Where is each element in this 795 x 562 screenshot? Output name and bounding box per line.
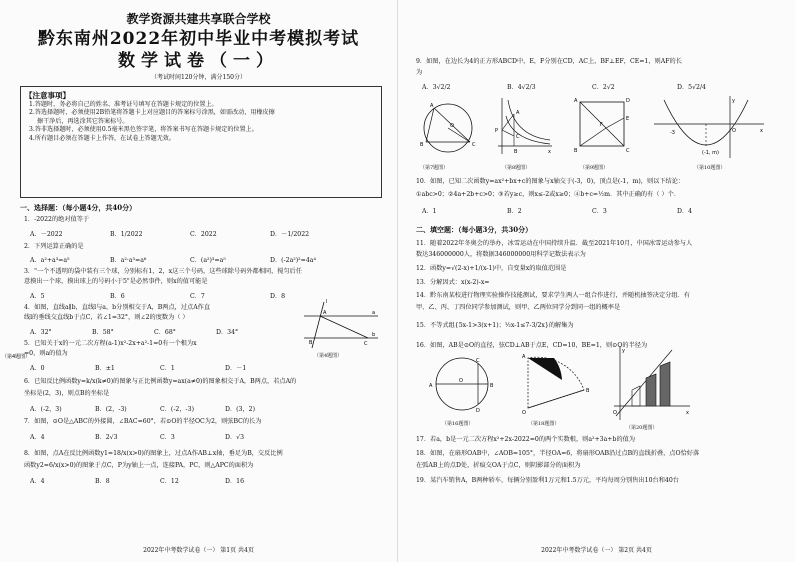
exam-title: 黔东南州2022年初中毕业中考模拟考试	[37, 29, 360, 49]
svg-text:B: B	[309, 340, 313, 346]
figure-20	[610, 344, 692, 424]
question-4-line2: 线l的垂线交直线b于点C，若∠1=32°，则∠2的度数为（ ）	[24, 314, 189, 321]
svg-text:B: B	[586, 388, 590, 394]
option: D．－1/2022	[270, 231, 310, 238]
figure-9	[572, 96, 632, 160]
option: B．8	[95, 478, 110, 485]
figure-10	[650, 94, 768, 160]
notice-line: 擦干净后，再选涂其它答案标号。	[37, 117, 129, 125]
svg-text:A: A	[522, 354, 526, 360]
notice-line: 4.所有题目必须在答题卡上作答，在试卷上答题无效。	[29, 134, 175, 142]
question-9-line2: 为	[416, 69, 423, 76]
option: C．1	[160, 365, 175, 372]
question-5-line2: =0，则a的值为	[24, 350, 68, 357]
svg-text:O: O	[450, 123, 454, 129]
q1-options	[30, 229, 350, 238]
question-16: 16．如图，AB是⊙O的直径，弦CD⊥AB于点E，CD=10，BE=1，则⊙O的半径为	[416, 342, 648, 349]
svg-text:O: O	[613, 410, 617, 416]
q2-options	[30, 255, 350, 264]
question-6-line2: 坐标是(2，3)，则点B的坐标是	[24, 390, 110, 397]
option: C．(a²)³=a⁵	[190, 257, 226, 264]
question-10-line2: ①abc>0；②4a+2b+c>0；③若y≥c，则x≤-2或x≥0；④b+c=½m．其中正确的有（ ）个．	[416, 191, 681, 198]
footer-right: 2022年中考数学试卷（一） 第2页 共4页	[541, 547, 652, 554]
option: C．(-2，-3)	[160, 406, 194, 413]
option: B．±1	[95, 365, 115, 372]
option: B．1/2022	[110, 231, 143, 238]
q3-options	[30, 291, 350, 300]
svg-text:y: y	[732, 98, 735, 104]
svg-text:E: E	[626, 116, 630, 122]
option: A．5	[30, 293, 45, 300]
svg-text:-3: -3	[670, 130, 675, 136]
svg-text:A: A	[323, 310, 327, 316]
svg-text:F: F	[600, 122, 603, 128]
caption-10: （第10题图）	[694, 165, 726, 171]
svg-text:B: B	[420, 142, 424, 148]
svg-text:x: x	[686, 410, 689, 416]
option: D．(3，2)	[225, 406, 256, 413]
option: C．2022	[190, 231, 217, 238]
q10-options	[422, 206, 762, 215]
question-3-line2: 意摸出一个球，摸出球上的号码小于5"是必然事件，则x的值可能是	[24, 278, 208, 285]
option: A．4	[30, 478, 45, 485]
option: A．32°	[30, 329, 52, 336]
q6-options	[30, 404, 290, 413]
question-14-line1: 14．黔东南某校进行物理实验操作技能测试，要求学生两人一组合作进行，并随机抽签决定分组．有	[416, 292, 690, 299]
question-12: 12．函数y=√(2-x)+1/(x-1)中，自变量x的取值范围是	[416, 265, 567, 272]
figure-18	[514, 350, 598, 418]
option: D．5√2/4	[677, 84, 706, 91]
question-11-line1: 11．随着2022年冬奥会的举办，冰雪运动在中国持续升温．截至2021年10月，中国冰雪运动参与人	[416, 240, 693, 247]
option: B．58°	[92, 329, 114, 336]
footer-left: 2022年中考数学试卷（一） 第1页 共4页	[143, 547, 254, 554]
svg-text:C: C	[476, 358, 480, 364]
option: B．2	[507, 208, 522, 215]
question-13: 13．分解因式：x(x-2)-x=	[416, 279, 490, 286]
svg-text:O: O	[522, 410, 526, 416]
question-11-line2: 数达346000000人，将数据346000000用科学记数法表示为	[416, 251, 586, 258]
question-8-line1: 8．如图，点A在反比例函数y1=18/x(x>0)的图象上，过点A作AB⊥x轴，垂足为B，交反比例	[24, 450, 283, 457]
option: B．4√2/3	[507, 84, 536, 91]
option: A．3√2/2	[422, 84, 451, 91]
svg-text:B: B	[574, 148, 578, 154]
option: C．7	[190, 293, 205, 300]
option: B．6	[110, 293, 125, 300]
option: D．√3	[225, 434, 245, 441]
svg-text:A: A	[574, 98, 578, 104]
question-2: 2．下列运算正确的是	[24, 243, 84, 250]
option: C．2√2	[592, 84, 615, 91]
figure-8	[492, 96, 556, 160]
svg-text:B: B	[490, 383, 494, 389]
notice-line: 3.答非选择题时，必须使用0.5毫米黑色签字笔，将答案书写在答题卡规定的位置上。	[29, 126, 258, 134]
question-9: 9．如图，在边长为4的正方形ABCD中，E，F分别在CD，AC上，BF⊥EF，CE=1，则AF的长	[416, 58, 682, 65]
q4-options	[30, 327, 278, 336]
option: C．3	[592, 208, 607, 215]
option: C．3	[160, 434, 175, 441]
svg-text:A: A	[516, 110, 520, 116]
question-18-line2: 在弧AB上的点D处，折痕交OA于点C，则阴影部分的面积为	[416, 462, 581, 469]
question-7: 7．如图，⊙O是△ABC的外接圆，∠BAC=60°，若⊙O的半径OC为2，则弦BC的长为	[24, 418, 262, 425]
caption-18: （第18题图）	[528, 421, 560, 427]
option: C．68°	[154, 329, 176, 336]
svg-text:O: O	[732, 128, 736, 134]
question-8-line2: 函数y2=6/x(x>0)的图象于点C，P为y轴上一点，连接PA，PC，则△APC的面积为	[24, 462, 254, 469]
school-title: 教学资源共建共享联合学校	[126, 12, 271, 26]
q7-options	[30, 432, 290, 441]
option: D．34°	[216, 329, 239, 336]
fig4-caption-text: （第4题图）	[314, 353, 343, 359]
svg-text:b: b	[372, 332, 376, 338]
svg-text:P: P	[495, 128, 499, 134]
notice-line: 2.答选择题时，必须使用2B铅笔将答题卡上对应题目的答案标号涂黑，如需改动，用橡皮擦	[29, 109, 275, 117]
option: C．12	[160, 478, 179, 485]
svg-text:a: a	[372, 310, 376, 316]
caption-8: （第8题图）	[502, 165, 531, 171]
q8-options	[30, 476, 290, 485]
notice-line: 1.答题时，务必将自己的姓名、准考证号填写在答题卡规定的位置上。	[29, 101, 218, 108]
option: A．(-2，3)	[30, 406, 62, 413]
svg-text:C: C	[516, 134, 520, 140]
section-choice: 一、选择题：（每小题4分，共40分）	[20, 203, 137, 212]
option: D．8	[270, 293, 286, 300]
figure-16	[428, 354, 500, 418]
section-fill: 二、填空题：（每小题3分，共30分）	[416, 225, 533, 234]
question-3-line1: 3．"一个不透明的袋中装有三个球，分别标有1，2，x这三个号码，这些球除号码外都相同，搅匀后任	[24, 268, 303, 275]
question-14-line2: 甲、乙、丙、丁四位同学参加测试，则甲、乙两位同学分到同一组的概率是	[416, 304, 621, 311]
question-18-line1: 18．如图，在扇形OAB中，∠AOB=105°，半径OA=6，将扇形OAB沿过点B的直线折叠，点O恰好落	[416, 450, 700, 457]
caption-9: （第9题图）	[580, 165, 609, 171]
svg-text:C: C	[472, 142, 476, 148]
question-5-line1: 5．已知关于x的一元二次方程(a-1)x²-2x+a²-1=0有一个根为x	[24, 340, 197, 347]
page-right	[397, 0, 795, 562]
option: B．a²·a³=a⁶	[110, 257, 147, 264]
option: A．1	[422, 208, 437, 215]
option: D．16	[225, 478, 245, 485]
caption-7: （第7题图）	[420, 165, 449, 171]
question-17: 17．若a，b是一元二次方程x²+2x-2022=0的两个实数根，则a²+3a+b的值为	[416, 436, 636, 443]
caption-20: （第20题图）	[626, 425, 658, 431]
option: A．4	[30, 434, 45, 441]
option: D．－1	[225, 365, 247, 372]
svg-text:B: B	[514, 149, 518, 155]
question-15: 15．不等式组{5x-1>3(x+1)；½x-1≤7-3/2x}的解集为	[416, 322, 574, 329]
option: B．(2，-3)	[95, 406, 127, 413]
svg-text:(-1, m): (-1, m)	[702, 150, 719, 156]
question-6-line1: 6．已知反比例函数y=k/x(k≠0)的图象与正比例函数y=ax(a≠0)的图象相交于A，B两点，若点A的	[24, 378, 297, 385]
q5-options	[30, 363, 290, 372]
notice-title: 【注意事项】	[25, 91, 70, 100]
option: B．2√3	[95, 434, 118, 441]
question-4-line1: 4．如图，直线a∥b，直线l与a，b分别相交于A，B两点，过点A作直	[24, 304, 211, 311]
svg-text:x: x	[760, 128, 763, 134]
svg-text:C: C	[364, 341, 368, 347]
option: D．(-2a²)²=4a⁴	[270, 257, 316, 264]
exam-subtitle: （考试时间120分钟，满分150分）	[151, 74, 246, 81]
page-left	[0, 0, 397, 562]
caption-16: （第16题图）	[442, 421, 474, 427]
question-10-line1: 10．如图，已知二次函数y=ax²+bx+c的图象与x轴交于(-3，0)，顶点是(-1，m)，则以下结论：	[416, 178, 685, 185]
svg-text:O: O	[459, 378, 463, 384]
svg-text:x: x	[548, 149, 551, 155]
question-1: 1．-2022的绝对值等于	[24, 216, 90, 223]
q9-options	[422, 82, 762, 91]
svg-text:D: D	[476, 408, 480, 414]
svg-text:A: A	[430, 103, 434, 109]
option: A．a²+a³=a⁵	[30, 257, 70, 264]
svg-text:D: D	[626, 98, 630, 104]
svg-text:A: A	[429, 383, 433, 389]
notice-box	[20, 86, 382, 198]
option: A．－2022	[30, 231, 63, 238]
paper-title: 数学试卷（一）	[118, 51, 279, 71]
question-19: 19．某汽车销售A，B两种轿车，每辆分别盈利1万元和1.5万元，平均每周分别售出10台和40台	[416, 477, 679, 484]
option: D．4	[677, 208, 693, 215]
svg-text:l: l	[326, 299, 328, 305]
svg-text:y: y	[622, 348, 625, 354]
fig4-caption: （第4题图）	[2, 354, 31, 360]
svg-text:C: C	[626, 148, 630, 154]
option: A．0	[30, 365, 45, 372]
figure-7	[416, 98, 486, 162]
